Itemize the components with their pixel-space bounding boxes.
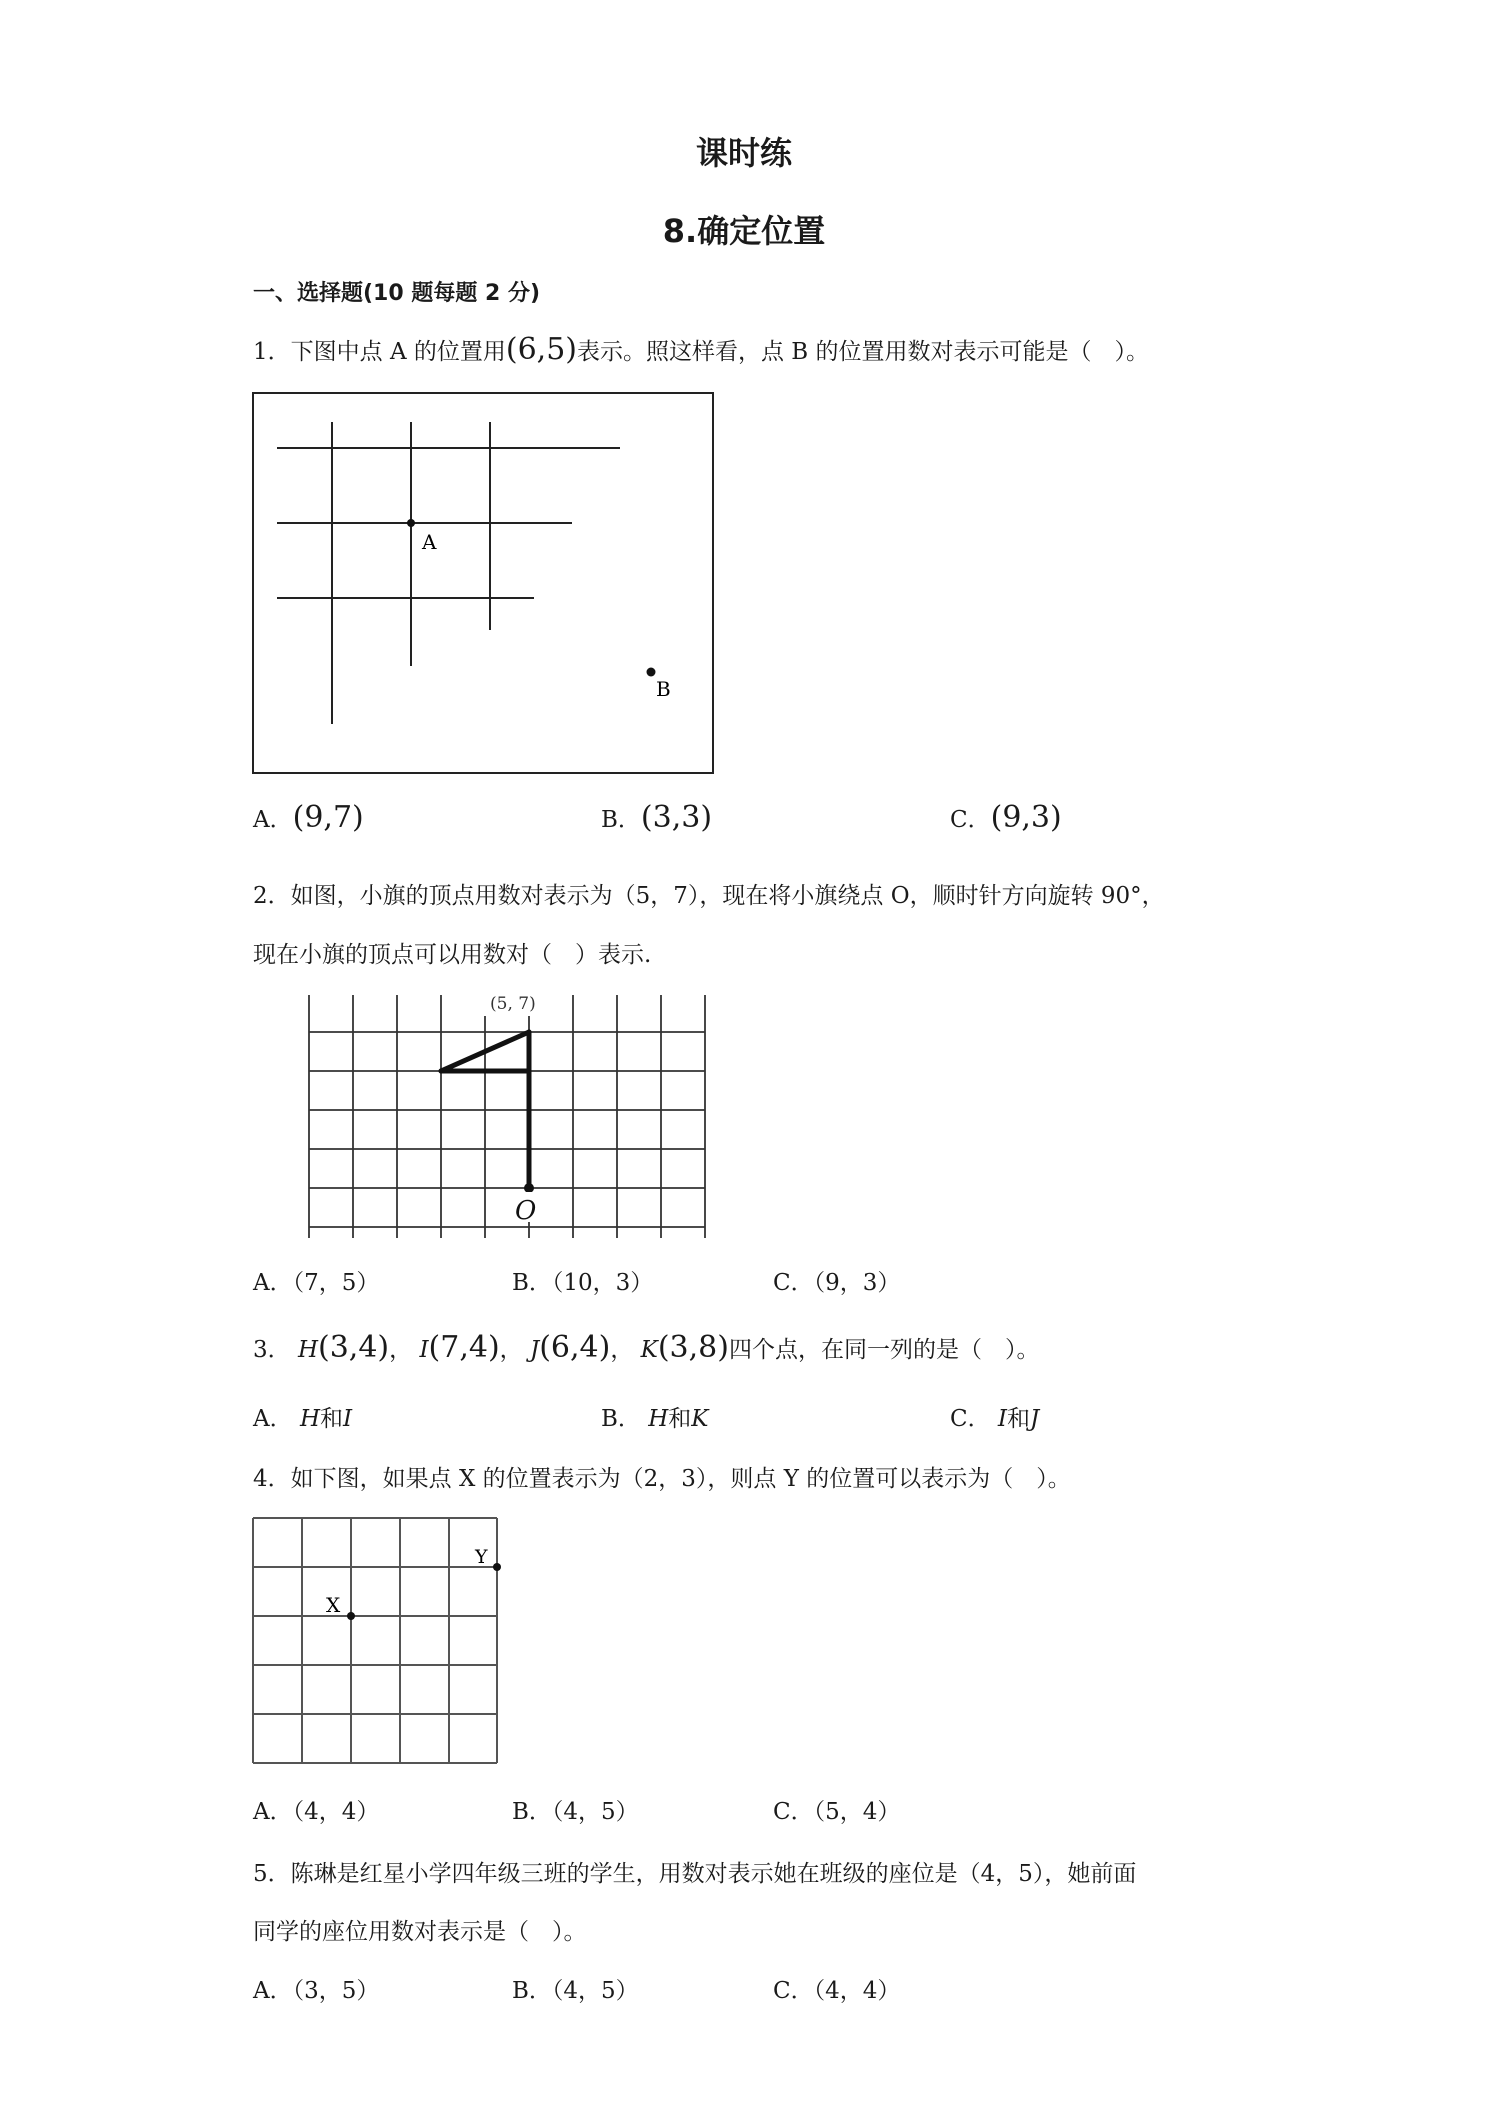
point-a-label: A	[422, 530, 437, 554]
point-k: K(3,8)	[640, 1330, 729, 1365]
flag-vertex-label: (5, 7)	[490, 994, 536, 1014]
question-4-option-c[interactable]: C．（5，4）	[773, 1799, 901, 1825]
question-3-option-b[interactable]: B． H和K	[601, 1406, 709, 1432]
question-1-coord: (6,5)	[505, 332, 577, 367]
question-1-option-a[interactable]: A．(9,7)	[253, 800, 364, 835]
question-5-line-1: 5．陈琳是红星小学四年级三班的学生，用数对表示她在班级的座位是（4，5），她前面	[253, 1861, 1137, 1887]
question-5-option-a[interactable]: A．（3，5）	[253, 1978, 380, 2004]
question-5-option-c[interactable]: C．（4，4）	[773, 1978, 901, 2004]
question-1-option-c[interactable]: C．(9,3)	[950, 800, 1062, 835]
point-y-label: Y	[475, 1546, 488, 1568]
question-2-option-a[interactable]: A．（7，5）	[253, 1270, 380, 1296]
question-2-line-1: 2．如图，小旗的顶点用数对表示为（5，7），现在将小旗绕点 O，顺时针方向旋转 90°，	[253, 883, 1165, 909]
question-2-figure	[300, 990, 720, 1240]
question-4-option-b[interactable]: B．（4，5）	[512, 1799, 639, 1825]
question-1-option-b[interactable]: B．(3,3)	[601, 800, 713, 835]
question-3: 3． H(3,4)， I(7,4)， J(6,4)， K(3,8)四个点，在同一列的是（ ）。	[253, 1330, 1040, 1365]
point-y	[493, 1563, 501, 1571]
option-value: (3,3)	[640, 800, 713, 835]
question-2-option-b[interactable]: B．（10，3）	[512, 1270, 654, 1296]
question-2-line-2: 现在小旗的顶点可以用数对（ ）表示.	[253, 942, 652, 968]
option-value: (9,3)	[990, 800, 1062, 835]
point-a	[407, 519, 415, 527]
question-4-text: 4．如下图，如果点 X 的位置表示为（2，3），则点 Y 的位置可以表示为（ ）。	[253, 1466, 1071, 1492]
question-1-text-a: 1．下图中点 A 的位置用	[253, 339, 506, 365]
point-b	[647, 668, 656, 677]
page-title: 课时练	[695, 134, 792, 172]
question-3-option-a[interactable]: A． H和I	[253, 1406, 353, 1432]
point-o-label: O	[515, 1196, 537, 1226]
question-1-text-b: 表示。照这样看，点 B 的位置用数对表示可能是（ ）。	[577, 339, 1150, 365]
page-subtitle: 8.确定位置	[662, 212, 826, 250]
question-5-option-b[interactable]: B．（4，5）	[512, 1978, 639, 2004]
point-i: I(7,4)	[419, 1330, 500, 1365]
point-x-label: X	[326, 1593, 341, 1617]
question-4-option-a[interactable]: A．（4，4）	[253, 1799, 380, 1825]
point-b-label: B	[656, 677, 671, 701]
question-5-line-2: 同学的座位用数对表示是（ ）。	[253, 1919, 587, 1945]
question-4-figure	[250, 1515, 504, 1767]
question-1-figure	[252, 392, 716, 776]
figure-border	[253, 393, 713, 773]
point-x	[347, 1612, 355, 1620]
point-j: J(6,4)	[529, 1330, 611, 1365]
question-1	[253, 332, 1149, 367]
question-3-option-c[interactable]: C． I和J	[950, 1406, 1040, 1432]
point-o	[524, 1183, 534, 1193]
question-2-option-c[interactable]: C．（9，3）	[773, 1270, 901, 1296]
option-value: (9,7)	[292, 800, 364, 835]
section-heading: 一、选择题(10 题每题 2 分)	[253, 281, 541, 306]
point-h: H(3,4)	[297, 1330, 390, 1365]
